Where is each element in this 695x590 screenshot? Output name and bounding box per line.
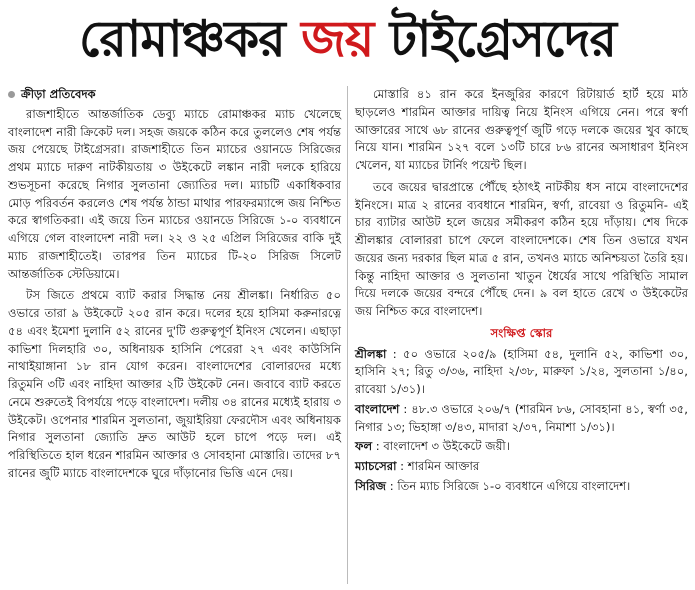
left-column bbox=[8, 86, 341, 487]
byline bbox=[8, 86, 341, 104]
bullet-icon bbox=[8, 91, 15, 98]
scorecard-line bbox=[355, 346, 688, 399]
scorecard-line bbox=[355, 478, 688, 496]
article-paragraph: তবে জয়ের দ্বারপ্রান্তে পৌঁছে হঠাৎই নাটকীয় ধস নামে বাংলাদেশের ইনিংসে। মাত্র ২ রানের ব্যবধানে শারমিন, স্বর্ণা, রাবেয়া ও রিতুমনি- এই চার ব্যাটার আউট হলে জয়ের সমীকরণ কঠিন হয়ে দাঁড়ায়। শেষ দিকে শ্রীলঙ্কার বোলাররা চাপে ফেলে বাংলাদেশকে। শেষ তিন ওভারে যখন জয়ের জন্য দরকার ছিল মাত্র ৫ রান, তখনও ম্যাচে অনিশ্চয়তা তৈরি হয়। কিন্তু নাহিদা আক্তার ও সুলতানা খাতুন ধৈর্যের সাথে পরিস্থিতি সামাল দিয়ে দলকে জয়ের বন্দরে পৌঁছে দেন। ৯ বল হাতে রেখে ৩ উইকেটের জয় নিশ্চিত করে বাংলাদেশ। bbox=[355, 179, 688, 318]
article-paragraph: মোস্তারি ৪১ রান করে ইনজুরির কারণে রিটায়ার্ড হার্ট হয়ে মাঠ ছাড়লেও শারমিন আক্তার দায়িত্ব নিয়ে ইনিংস এগিয়ে নেন। পরে স্বর্ণা আক্তারের সাথে ৬৮ রানের গুরুত্বপূর্ণ জুটি গড়ে দলকে জয়ের খুব কাছে নিয়ে যান। শারমিন ১২৭ বলে ১৩টি চারে ৮৬ রানের অসাধারণ ইনিংস খেলেন, যা ম্যাচের টার্নিং পয়েন্ট ছিল। bbox=[355, 87, 688, 172]
scorecard-label: সিরিজ bbox=[355, 478, 387, 493]
headline-part1: রোমাঞ্চকর bbox=[79, 10, 302, 68]
scorecard-label: ফল bbox=[355, 439, 373, 454]
article-paragraph: রাজশাহীতে আন্তর্জাতিক ডেব্যু ম্যাচে রোমাঞ্চকর ম্যাচ খেলেছে বাংলাদেশ নারী ক্রিকেট দল। সহজ জয়কে কঠিন করে তুললেও শেষ পর্যন্ত জয় পেয়েছে টাইগ্রেসরা। রাজশাহীতে তিন ম্যাচের ওয়ানডে সিরিজের প্রথম ম্যাচে দারুণ নাটকীয়তায় ৩ উইকেটে লঙ্কান নারী দলকে হারিয়ে শুভসূচনা করেছে নিগার সুলতানা জ্যোতির দল। ম্যাচটি একাধিকবার মোড় পরিবর্তন করলেও শেষ পর্যন্ত ঠান্ডা মাথার পারফরম্যান্সে জয় নিশ্চিত করে স্বাগতিকরা। এই জয়ে তিন ম্যাচের ওয়ানডে সিরিজে ১-০ ব্যবধানে এগিয়ে গেল বাংলাদেশ নারী দল। ২২ ও ২৫ এপ্রিল সিরিজের বাকি দুই ম্যাচ রাজশাহীতেই। তারপর তিন ম্যাচের টি-২০ সিরিজ সিলেট আন্তর্জাতিক স্টেডিয়ামে। bbox=[8, 106, 341, 281]
scorecard-text: : ৫০ ওভারে ২০৫/৯ (হাসিমা ৫৪, দুলানি ৫২, কাভিশা ৩০, হাসিনি ২৭; রিতু ৩/৩৬, নাহিদা ২/৩৮, মারুফা ১/২৪, সুলতানা ১/৪০, রাবেয়া ১/৩১)। bbox=[355, 346, 688, 396]
scorecard-line bbox=[355, 401, 688, 437]
headline-highlight: জয় bbox=[301, 10, 374, 68]
scorecard-line bbox=[355, 458, 688, 476]
column-divider bbox=[347, 86, 348, 584]
scorecard-text: : বাংলাদেশ ৩ উইকেটে জয়ী। bbox=[372, 439, 510, 454]
byline-text: ক্রীড়া প্রতিবেদক bbox=[21, 87, 96, 101]
scorecard-text: : শারমিন আক্তার bbox=[396, 459, 480, 473]
right-column bbox=[355, 86, 688, 498]
scorecard-text: : তিন ম্যাচ সিরিজে ১-০ ব্যবধানে এগিয়ে বাংলাদেশ। bbox=[386, 478, 631, 493]
scorecard-title: সংক্ষিপ্ত স্কোর bbox=[490, 325, 553, 340]
scorecard-line bbox=[355, 438, 688, 456]
headline bbox=[0, 0, 695, 78]
scorecard-label: শ্রীলঙ্কা bbox=[355, 346, 387, 361]
article-paragraph: টস জিতে প্রথমে ব্যাট করার সিদ্ধান্ত নেয় শ্রীলঙ্কা। নির্ধারিত ৫০ ওভারে তারা ৯ উইকেটে ২০৫ রান করে। দলের হয়ে হাসিমা করুনারত্নে ৫৪ এবং ইমেশা দুলানি ৫২ রানের দু'টি গুরুত্বপূর্ণ ইনিংস খেলেন। এছাড়া কাভিশা দিলহারি ৩০, অধিনায়ক হাসিনি পেরেরা ২৭ এবং কাউসিনি নাথাইয়াঙ্গানা ১৮ রান যোগ করেন। বাংলাদেশের বোলারদের মধ্যে রিতুমনি ৩টি এবং নাহিদা আক্তার ২টি উইকেট নেন। জবাবে ব্যাট করতে নেমে শুরুতেই বিপর্যয়ে পড়ে বাংলাদেশ। দলীয় ৩৪ রানের মধ্যেই হারায় ৩ উইকেট। ওপেনার শারমিন সুলতানা, জুয়াইরিয়া ফেরদৌস এবং অধিনায়ক নিগার সুলতানা জ্যোতি দ্রুত আউট হলে চাপে পড়ে দল। এই পরিস্থিতিতে হাল ধরেন শারমিন আক্তার ও সোবহানা মোস্তারি। তাদের ৮৭ রানের জুটি ম্যাচে বাংলাদেশকে ঘুরে দাঁড়ানোর ভিত্তি এনে দেয়। bbox=[8, 288, 341, 480]
scorecard-label: ম্যাচসেরা bbox=[355, 459, 397, 473]
scorecard-label: বাংলাদেশ bbox=[355, 401, 400, 416]
scorecard-text: : ৪৮.৩ ওভারে ২০৬/৭ (শারমিন ৮৬, সোবহানা ৪১, স্বর্ণা ৩৫, নিগার ১৩; ভিহাঙ্গা ৩/৪৩, মাদারা ২/৩৭, নিমাশা ১/৩১)। bbox=[355, 401, 688, 434]
headline-part2: টাইগ্রেসদের bbox=[373, 10, 616, 68]
